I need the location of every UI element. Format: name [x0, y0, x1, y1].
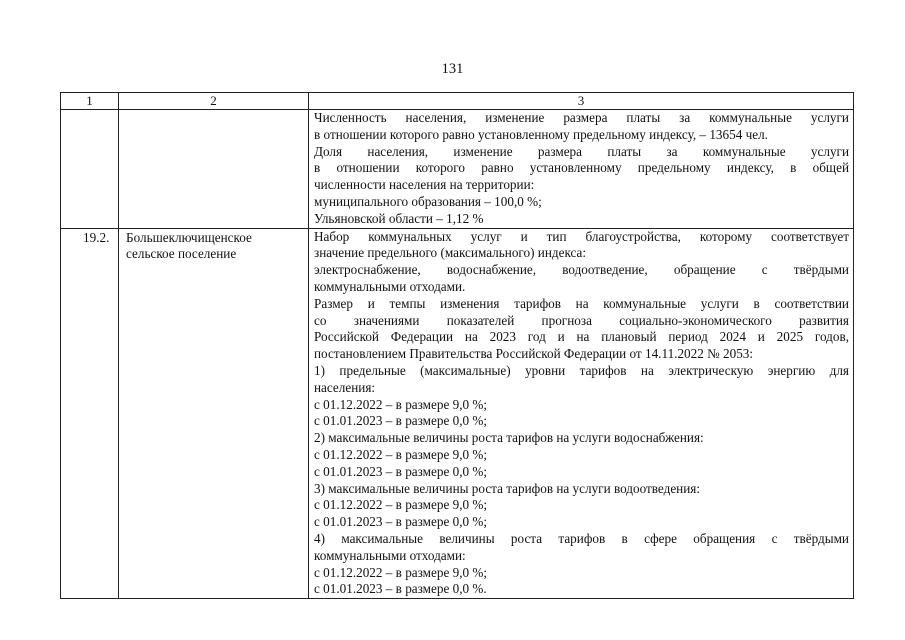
description-line: Численность населения, изменение размера платы за коммунальные услуги — [314, 110, 849, 125]
settlement-name-line: Большеключищенское — [126, 229, 252, 245]
tariff-table — [60, 92, 854, 599]
description-line: населения: — [314, 379, 376, 395]
description-line: с 01.12.2022 – в размере 9,0 %; — [314, 497, 488, 513]
description-line: с 01.01.2023 – в размере 0,0 %; — [314, 463, 488, 479]
table-header-row — [61, 93, 854, 110]
description-cell — [309, 228, 854, 599]
table-row-19-2 — [61, 228, 854, 599]
column-header-1: 1 — [61, 93, 119, 110]
row-number-cell — [61, 110, 119, 229]
table-row-continuation — [61, 110, 854, 229]
description-lines — [314, 229, 849, 599]
description-cell — [309, 110, 854, 229]
description-line: в отношении которого равно установленному предельному индексу, в общей — [314, 160, 849, 176]
row-number-cell: 19.2. — [61, 228, 119, 599]
description-line: коммунальными отходами. — [314, 278, 466, 294]
description-line: Набор коммунальных услуг и тип благоустройства, которому соответствует — [314, 228, 849, 244]
description-line: Размер и темпы изменения тарифов на коммунальные услуги в соответствии — [314, 295, 849, 311]
description-line: муниципального образования – 100,0 %; — [314, 193, 542, 209]
description-line: с 01.01.2023 – в размере 0,0 %. — [314, 581, 487, 597]
description-line: с 01.12.2022 – в размере 9,0 %; — [314, 396, 488, 412]
description-line: 2) максимальные величины роста тарифов на услуги водоснабжения: — [314, 430, 704, 446]
description-line: коммунальными отходами: — [314, 547, 466, 563]
column-header-3: 3 — [309, 93, 854, 110]
description-line: 1) предельные (максимальные) уровни тарифов на электрическую энергию для — [314, 362, 849, 378]
description-line: с 01.12.2022 – в размере 9,0 %; — [314, 564, 488, 580]
description-line: Доля населения, изменение размера платы за коммунальные услуги — [314, 143, 849, 159]
description-line: с 01.12.2022 – в размере 9,0 %; — [314, 446, 488, 462]
settlement-name-cell — [119, 228, 309, 599]
description-line: постановлением Правительства Российской Федерации от 14.11.2022 № 2053: — [314, 346, 754, 362]
description-line: с 01.01.2023 – в размере 0,0 %; — [314, 514, 488, 530]
column-header-2: 2 — [119, 93, 309, 110]
description-line: численности населения на территории: — [314, 177, 535, 193]
page-number: 131 — [441, 61, 464, 77]
description-line: Российской Федерации на 2023 год и на плановый период 2024 и 2025 годов, — [314, 329, 849, 345]
description-line: Ульяновской области – 1,12 % — [314, 210, 484, 226]
description-line: 4) максимальные величины роста тарифов в сфере обращения с твёрдыми — [314, 530, 849, 546]
settlement-name-cell — [119, 110, 309, 229]
description-line: со значениями показателей прогноза социально-экономического развития — [314, 312, 849, 328]
description-line: электроснабжение, водоснабжение, водоотведение, обращение с твёрдыми — [314, 262, 849, 278]
description-line: с 01.01.2023 – в размере 0,0 %; — [314, 413, 488, 429]
description-lines — [314, 110, 849, 228]
description-line: 3) максимальные величины роста тарифов на услуги водоотведения: — [314, 480, 701, 496]
description-line: в отношении которого равно установленному предельному индексу, – 13654 чел. — [314, 126, 768, 142]
settlement-name-line: сельское поселение — [126, 246, 237, 262]
description-line: значение предельного (максимального) индекса: — [314, 245, 587, 261]
